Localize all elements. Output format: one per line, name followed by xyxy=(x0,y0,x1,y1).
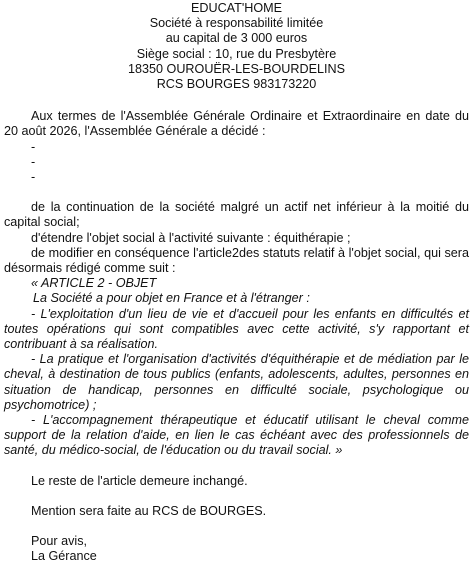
rcs-mention: Mention sera faite au RCS de BOURGES. xyxy=(31,503,267,518)
decision-modification: de modifier en conséquence l'article2des statuts relatif à l'objet social, qui sera désormais rédigé comme suit : xyxy=(4,245,469,276)
signature: La Gérance xyxy=(31,549,97,564)
article-title: « ARTICLE 2 - OBJET xyxy=(31,276,157,291)
article-item: - L'exploitation d'un lieu de vie et d'accueil pour les enfants en difficultés et toutes opérations qui sont compatibles avec cette activité, s'y rapportant et contribuant à sa réalisation. xyxy=(4,306,469,352)
closing-line: Pour avis, xyxy=(31,534,87,549)
company-header xyxy=(4,1,469,92)
company-city: 18350 OUROUËR-LES-BOURDELINS xyxy=(128,61,345,76)
company-name: EDUCAT'HOME xyxy=(190,1,283,15)
article-text xyxy=(4,276,469,458)
decision-continuation: de la continuation de la société malgré un actif net inférieur à la moitié du capital social; xyxy=(4,200,469,230)
company-form: Société à responsabilité limitée xyxy=(149,16,324,31)
article-item: - L'accompagnement thérapeutique et éducatif utilisant le cheval comme support de la relation d'aide, en lien le cas échéant avec des professionnels de santé, du médico-social, de l'éducation ou du travail social. » xyxy=(4,413,469,458)
article-intro: La Société a pour objet en France et à l'étranger : xyxy=(33,291,310,306)
decision-extension: d'étendre l'objet social à l'activité suivante : équithérapie ; xyxy=(31,230,351,245)
dash-item: - xyxy=(31,154,36,169)
remainder-statement: Le reste de l'article demeure inchangé. xyxy=(31,473,248,488)
dash-item: - xyxy=(31,139,36,154)
company-capital: au capital de 3 000 euros xyxy=(165,31,308,46)
company-address: Siège social : 10, rue du Presbytère xyxy=(136,46,337,61)
company-rcs: RCS BOURGES 983173220 xyxy=(156,77,317,92)
article-item: - La pratique et l'organisation d'activités d'équithérapie et de médiation par le cheval, à destination de tous publics (enfants, adolescents, adultes, personnes en situation de handicap, personnes en difficulté sociale, psychologique ou psychomotrice) ; xyxy=(4,352,469,412)
intro-paragraph: Aux termes de l'Assemblée Générale Ordinaire et Extraordinaire en date du 20 août 2026, l'Assemblée Générale a décidé : xyxy=(4,109,469,139)
dash-item: - xyxy=(31,170,36,185)
